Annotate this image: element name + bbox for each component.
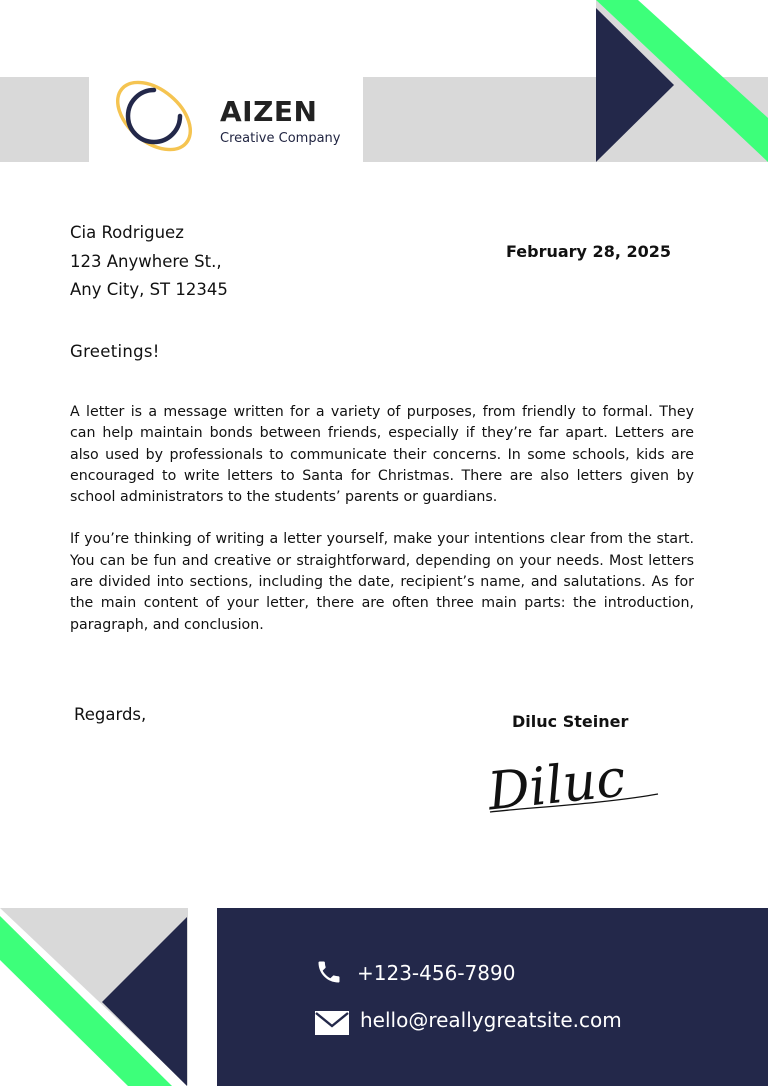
brand-tagline: Creative Company xyxy=(220,131,341,146)
signature-text: Diluc xyxy=(485,748,629,822)
brand-name: AIZEN xyxy=(220,95,318,128)
recipient-address-line1: 123 Anywhere St., xyxy=(70,251,222,271)
header-band-left xyxy=(0,77,89,162)
body-paragraph-1: A letter is a message written for a variety of purposes, from friendly to formal. They can help maintain bonds between friends, especially if they’re far apart. Letters are also used by professionals to communicate their concerns. In some schools, kids are encouraged to write letters to Santa for Christmas. There are also letters given by school administrators to the students’ parents or guardians. xyxy=(70,404,694,506)
signer-name: Diluc Steiner xyxy=(512,712,629,731)
letter-body xyxy=(70,402,694,636)
letter-date: February 28, 2025 xyxy=(506,242,671,261)
footer-contact-panel xyxy=(217,908,768,1086)
contact-phone[interactable]: +123-456-7890 xyxy=(357,961,516,985)
recipient-block xyxy=(70,219,228,305)
envelope-icon xyxy=(315,1011,349,1035)
body-paragraph-2: If you’re thinking of writing a letter yourself, make your intentions clear from the start. You can be fun and creative or straightforward, depending on your needs. Most letters are divided into sections, including the date, recipient’s name, and salutations. As for the main content of your letter, there are often three main parts: the introduction, paragraph, and conclusion. xyxy=(70,531,694,633)
signature xyxy=(482,738,666,822)
phone-icon xyxy=(315,958,343,986)
brand-logo-icon xyxy=(110,72,200,160)
recipient-name: Cia Rodriguez xyxy=(70,223,184,242)
footer-decoration xyxy=(0,908,188,1086)
header-decoration xyxy=(560,0,768,162)
greeting: Greetings! xyxy=(70,342,160,361)
closing-regards: Regards, xyxy=(74,705,147,724)
contact-email[interactable]: hello@reallygreatsite.com xyxy=(360,1008,622,1032)
recipient-address-line2: Any City, ST 12345 xyxy=(70,280,228,299)
